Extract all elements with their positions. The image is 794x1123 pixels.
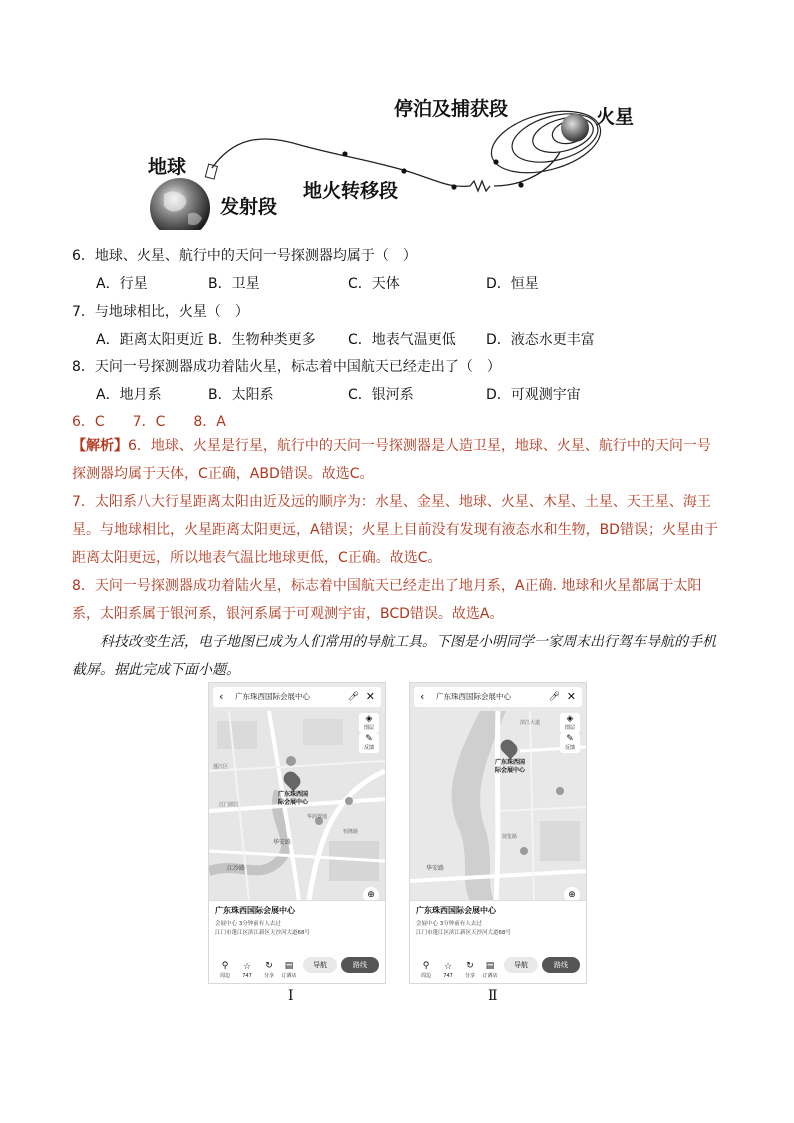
earth-label: 地球 [148, 156, 187, 178]
probe-icon [205, 164, 217, 179]
search-text: 广东珠西国际会展中心 [235, 692, 310, 701]
q7-option-b: B．生物种类更多 [208, 332, 316, 348]
navigate-button[interactable]: 导航 [504, 957, 538, 973]
locate-me-icon[interactable]: ⊕ [363, 887, 379, 903]
search-bar[interactable] [414, 687, 582, 707]
map-label: 展览路 [502, 834, 518, 840]
q7-option-a: A．距离太阳更近 [96, 332, 204, 348]
map-label: 华安路 [426, 865, 445, 872]
transfer-label: 地火转移段 [303, 180, 399, 202]
place-name: 广东珠西国际会展中心 [416, 906, 496, 915]
search-text: 广东珠西国际会展中心 [436, 692, 511, 701]
mic-icon[interactable]: 🎤︎ [548, 692, 560, 702]
question-6-stem: 6．地球、火星、航行中的天问一号探测器均属于（ ） [72, 248, 417, 264]
favorite-button[interactable]: ☆ 747 [237, 961, 257, 979]
layers-button[interactable]: ◈ 图层 [359, 713, 379, 733]
mars-globe [561, 114, 589, 142]
launch-label: 发射段 [220, 196, 278, 218]
layers-icon: ◈ [566, 714, 574, 724]
q8-option-a: A．地月系 [96, 387, 162, 403]
analysis-tag: 【解析】 [72, 438, 128, 454]
map-intro-text: 科技改变生活，电子地图已成为人们常用的导航工具。下图是小明同学一家周末出行驾车导航的手机截屏。据此完成下面小题。 [72, 634, 716, 678]
nearby-button[interactable]: ⚲ 周边 [215, 960, 235, 979]
q6-option-d: D．恒星 [486, 276, 539, 292]
q6-option-b: B．卫星 [208, 276, 260, 292]
analysis-7: 7．太阳系八大行星距离太阳由近及远的顺序为：水星、金星、地球、火星、木星、土星、天王星、海王星。与地球相比，火星距离太阳更远，A错误；火星上目前没有发现有液态水和生物，BD错误；火星由于距离太阳更远，所以地表气温比地球更低，C正确。故选C。 [72, 494, 718, 566]
layers-button[interactable]: ◈ 图层 [560, 713, 580, 733]
star-icon: ☆ [443, 962, 453, 972]
mic-icon[interactable]: 🎤︎ [347, 692, 359, 702]
search-icon: ⚲ [422, 961, 430, 971]
analysis-6 [72, 432, 724, 488]
action-bar [410, 949, 586, 979]
question-7-stem: 7．与地球相比，火星（ ） [72, 304, 249, 320]
layers-icon: ◈ [365, 714, 373, 724]
locate-me-icon[interactable]: ⊕ [564, 887, 580, 903]
analysis-8: 8．天问一号探测器成功着陆火星，标志着中国航天已经走出了地月系，A正确. 地球和火星都属于太阳系，太阳系属于银河系，银河系属于可观测宇宙，BCD错误。故选A。 [72, 578, 702, 622]
share-button[interactable]: ↻ 分享 [460, 960, 480, 979]
map-label: 恒隆路 [343, 829, 359, 835]
map-label: 江沙路 [227, 865, 246, 872]
feedback-button[interactable]: ✎ 反馈 [560, 733, 580, 753]
map-label: 华润置地 [307, 814, 328, 820]
map-label: 滨江大道 [520, 720, 541, 726]
close-icon[interactable]: ✕ [365, 690, 375, 703]
capture-label: 停泊及捕获段 [394, 98, 509, 120]
poi-label: 广东珠西国 际会展中心 [494, 759, 525, 774]
book-hotel-button[interactable]: ▤ 订酒店 [480, 960, 500, 979]
route-button[interactable]: 路线 [542, 957, 580, 973]
place-info-panel [209, 900, 385, 983]
phone-screenshot-2 [409, 682, 587, 984]
place-address: 江门市蓬江区滨江新区天沙河大道68号 [416, 930, 511, 936]
close-icon[interactable]: ✕ [566, 690, 576, 703]
feedback-button[interactable]: ✎ 反馈 [359, 733, 379, 753]
nearby-button[interactable]: ⚲ 周边 [416, 960, 436, 979]
map-label: 蓬江区 [213, 764, 229, 770]
route-button[interactable]: 路线 [341, 957, 379, 973]
question-8-stem: 8．天问一号探测器成功着陆火星，标志着中国航天已经走出了（ ） [72, 359, 501, 375]
q8-option-d: D．可观测宇宙 [486, 387, 581, 403]
search-icon: ⚲ [221, 961, 229, 971]
navigate-button[interactable]: 导航 [303, 957, 337, 973]
hotel-icon: ▤ [284, 961, 294, 971]
q6-option-a: A．行星 [96, 276, 148, 292]
place-info-panel [410, 900, 586, 983]
place-name: 广东珠西国际会展中心 [215, 906, 295, 915]
share-button[interactable]: ↻ 分享 [259, 960, 279, 979]
caption-2: Ⅱ [488, 988, 498, 1004]
mars-label: 火星 [596, 106, 635, 128]
favorite-button[interactable]: ☆ 747 [438, 961, 458, 979]
action-bar [209, 949, 385, 979]
place-info: 会展中心 3分钟前有人去过 [215, 921, 281, 927]
book-hotel-button[interactable]: ▤ 订酒店 [279, 960, 299, 979]
answer-key: 6．C 7．C 8．A [72, 414, 226, 430]
mars-trajectory-figure [140, 90, 660, 230]
pencil-icon: ✎ [365, 734, 373, 744]
map-label: 江门滨江 [219, 802, 240, 808]
q7-option-c: C．地表气温更低 [348, 332, 456, 348]
q7-option-d: D．液态水更丰富 [486, 332, 595, 348]
place-info: 会展中心 3分钟前有人去过 [416, 921, 482, 927]
share-icon: ↻ [466, 961, 474, 971]
q6-option-c: C．天体 [348, 276, 400, 292]
hotel-icon: ▤ [485, 961, 495, 971]
poi-label: 广东珠西国 际会展中心 [277, 791, 308, 806]
pencil-icon: ✎ [566, 734, 574, 744]
phone-screenshot-1 [208, 682, 386, 984]
map-label: 华安路 [273, 839, 292, 846]
share-icon: ↻ [265, 961, 273, 971]
back-arrow-icon[interactable]: ‹ [420, 690, 425, 703]
place-address: 江门市蓬江区滨江新区天沙河大道68号 [215, 930, 310, 936]
search-bar[interactable] [213, 687, 381, 707]
analysis-6-text: 6．地球、火星是行星，航行中的天问一号探测器是人造卫星，地球、火星、航行中的天问一号探测器均属于天体，C正确，ABD错误。故选C。 [72, 438, 711, 482]
q8-option-c: C．银河系 [348, 387, 414, 403]
caption-1: Ⅰ [288, 988, 294, 1004]
q8-option-b: B．太阳系 [208, 387, 274, 403]
star-icon: ☆ [242, 962, 252, 972]
back-arrow-icon[interactable]: ‹ [219, 690, 224, 703]
